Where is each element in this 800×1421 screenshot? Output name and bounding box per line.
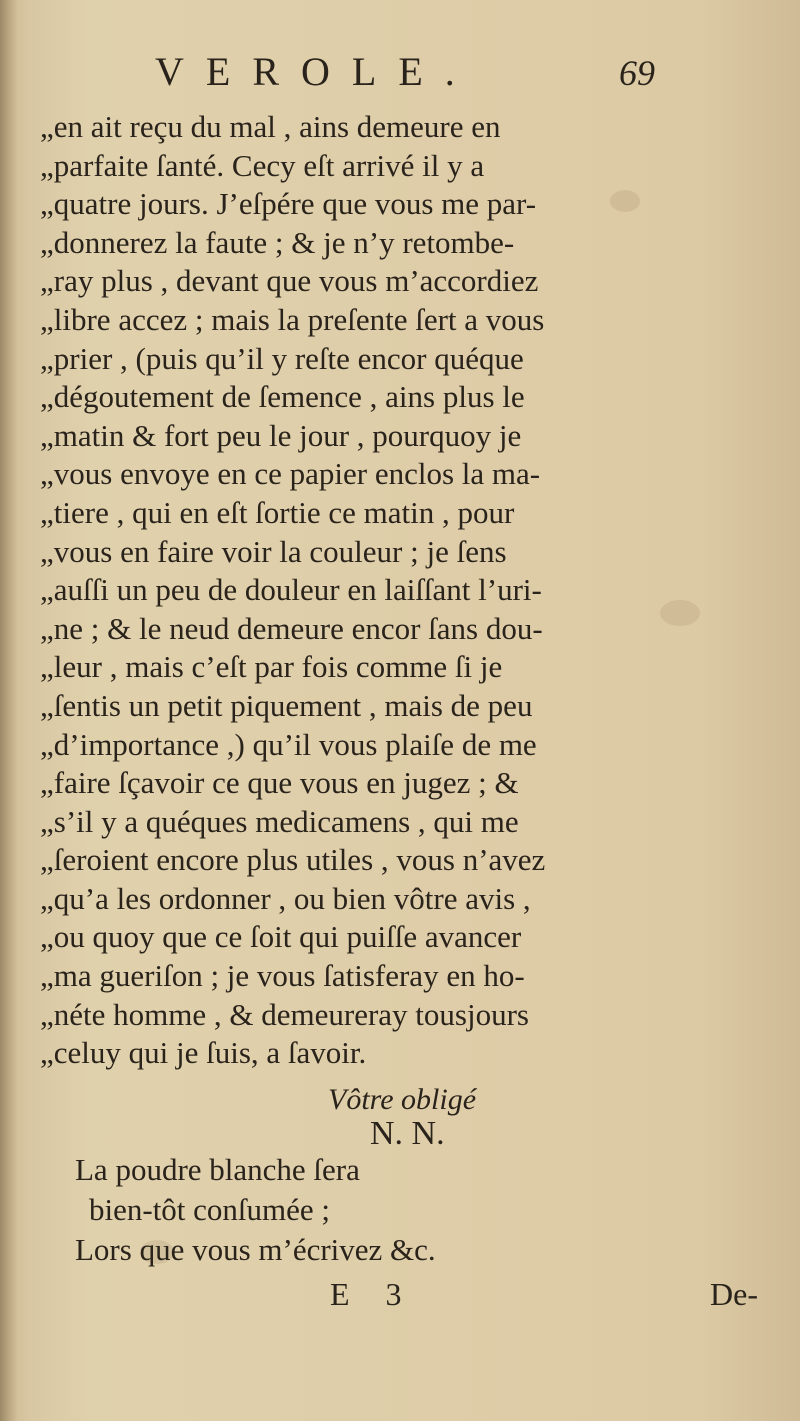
signature-mark: E 3 [330,1276,416,1312]
text-line: „quatre jours. J’eſpére que vous me par- [40,186,537,222]
signature-closing: Vôtre obligé [328,1083,477,1116]
text-line: „ma gueriſon ; je vous ſatisferay en ho- [40,958,525,994]
page-footer [0,1276,800,1316]
text-line: „vous en faire voir la couleur ; je ſens [40,533,507,569]
text-line: „dégoutement de ſemence , ains plus le [40,379,525,415]
text-line: „parfaite ſanté. Cecy eſt arrivé il y a [40,147,485,183]
text-line: „donnerez la faute ; & je n’y retombe- [40,224,515,260]
text-line: „libre accez ; mais la preſente ſert a vous [40,301,545,337]
page-number: 69 [619,53,655,93]
text-line: „auſſi un peu de douleur en laiſſant l’uri- [40,572,542,608]
text-line: „leur , mais c’eſt par fois comme ſi je [40,649,503,685]
running-title: VEROLE. [155,49,477,94]
signature-initials: N. N. [370,1115,445,1152]
text-line: „ne ; & le neud demeure encor ſans dou- [40,610,543,646]
text-line: „ſentis un petit piquement , mais de peu [40,687,533,723]
letter-body [40,108,650,1073]
text-line: „ray plus , devant que vous m’accordiez [40,263,539,299]
text-line: „ou quoy que ce ſoit qui puiſſe avancer [40,919,522,955]
text-line: „ſeroient encore plus utiles , vous n’avez [40,842,546,878]
text-line: „prier , (puis qu’il y reſte encor quéque [40,340,524,376]
page-header [155,48,655,98]
text-line: „s’il y a quéques medicamens , qui me [40,803,519,839]
text-line: „matin & fort peu le jour , pourquoy je [40,417,522,453]
text-line: „faire ſçavoir ce que vous en jugez ; & [40,765,519,801]
postscript-line: bien-tôt conſumée ; [89,1192,331,1227]
text-line: „tiere , qui en eſt ſortie ce matin , pour [40,494,515,530]
postscript-line: La poudre blanche ſera [75,1152,360,1187]
text-line: „vous envoye en ce papier enclos la ma- [40,456,541,492]
catchword: De- [710,1276,758,1312]
text-line: „en ait reçu du mal , ains demeure en [40,109,501,144]
text-line: „d’importance ,) qu’il vous plaiſe de me [40,726,537,762]
text-line: „néte homme , & demeureray tousjours [40,996,529,1032]
paper-stain [660,600,700,626]
postscript [75,1150,575,1270]
postscript-line: Lors que vous m’écrivez &c. [75,1232,436,1267]
text-line: „celuy qui je ſuis, a ſavoir. [40,1035,367,1071]
text-line: „qu’a les ordonner , ou bien vôtre avis , [40,880,531,916]
page-gutter-edge [0,0,18,1421]
